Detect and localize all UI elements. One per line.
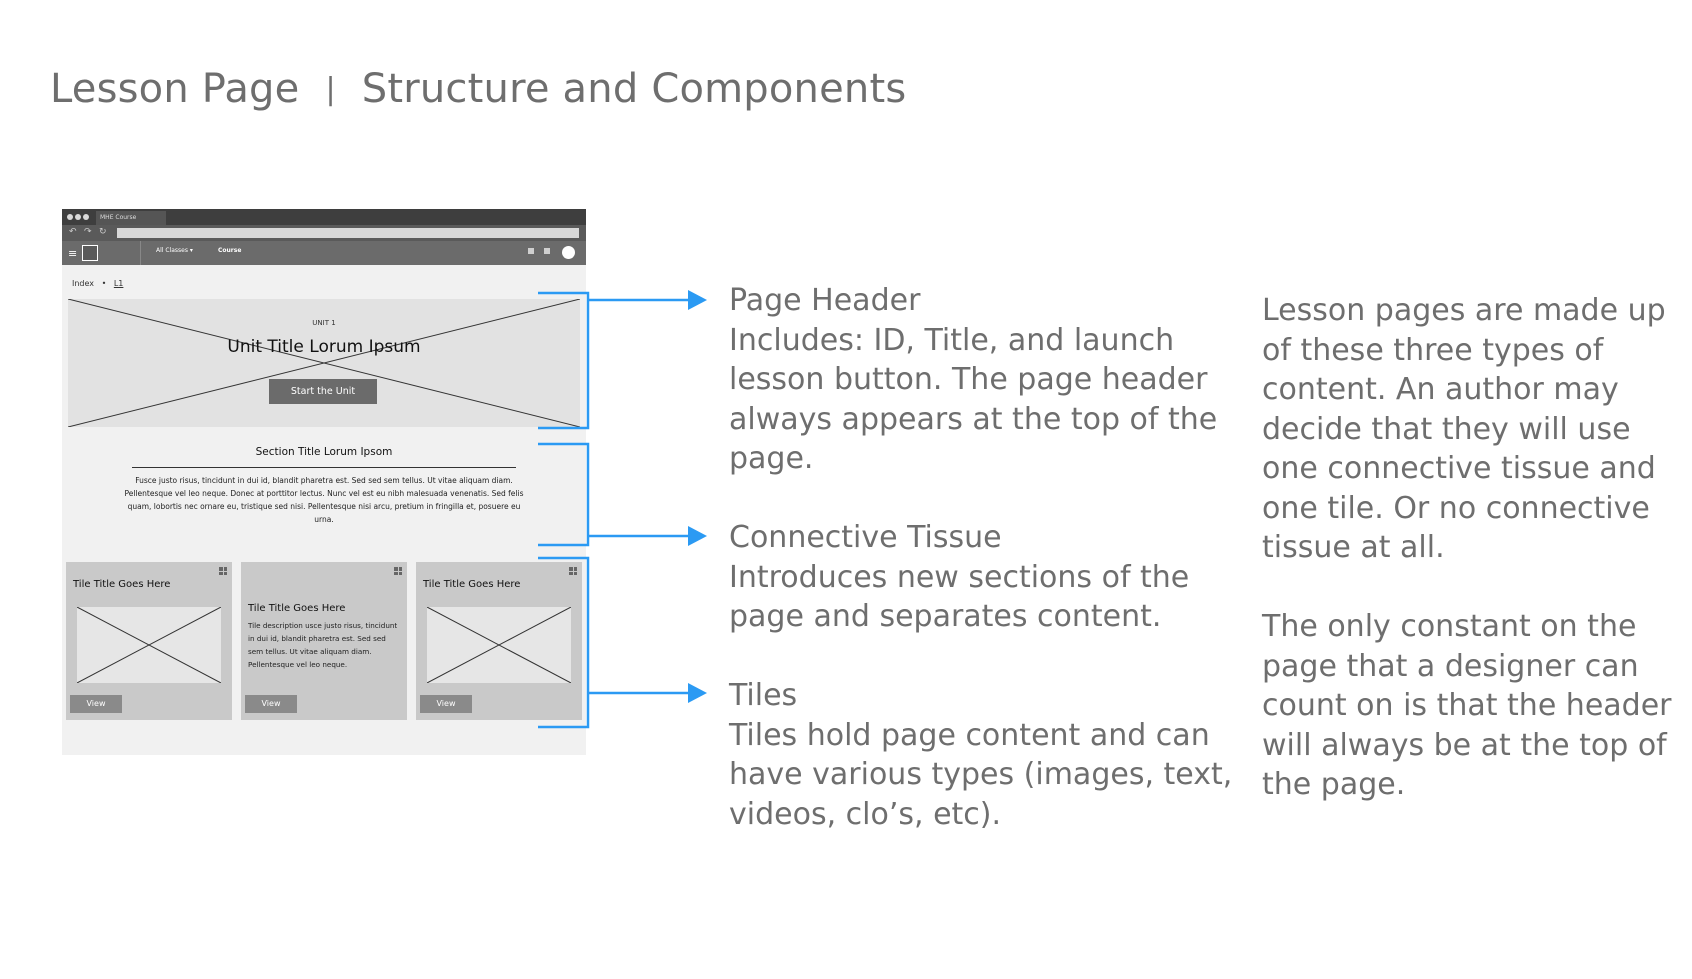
title-separator: | [325, 71, 336, 107]
annotation-body: Includes: ID, Title, and launch lesson button. The page header always appears at the top of the page. [729, 322, 1218, 476]
side-note: Lesson pages are made up of these three types of content. An author may decide that they will use one connective tissue and one tile. Or no connective tissue at all. [1262, 293, 1666, 565]
page-title-left: Lesson Page [50, 66, 300, 112]
tiles-bracket [538, 558, 588, 727]
annotation-connective-tissue [729, 518, 1239, 637]
forward-arrow-icon: ↷ [84, 227, 92, 237]
page-title-right: Structure and Components [361, 66, 907, 112]
connective-tissue-bracket [538, 444, 588, 545]
hamburger-menu-icon: ≡ [68, 247, 78, 260]
unit-title: Unit Title Lorum Ipsum [227, 337, 421, 357]
annotation-heading: Connective Tissue [729, 520, 1002, 555]
section-title: Section Title Lorum Ipsom [255, 446, 393, 458]
breadcrumb-current: L1 [113, 279, 124, 288]
header-bracket [538, 293, 588, 428]
arrow-right-icon [688, 683, 707, 703]
back-arrow-icon: ↶ [69, 227, 77, 237]
view-button: View [420, 695, 472, 713]
section-body: Fusce justo risus, tincidunt in dui id, blandit pharetra est. Sed sed sem tellus. Ut vitae aliquam diam. Pellentesque vel leo neque. Donec at porttitor lectus. Nunc vel est eu nibh malesuada venenatis. Sed felis quam, lobortis nec ornare eu, tristique sed nisi. Pellentesque nisi arcu, pretium in fringilla et, posuere eu urna. [124, 476, 524, 524]
reload-icon: ↻ [99, 227, 107, 237]
annotation-body: Introduces new sections of the page and separates content. [729, 559, 1190, 634]
arrow-right-icon [688, 526, 707, 546]
side-notes [1262, 291, 1682, 805]
annotation-tiles [729, 676, 1239, 834]
tile-title: Tile Title Goes Here [248, 603, 346, 614]
all-classes-dropdown: All Classes ▾ [156, 247, 193, 254]
course-label: Course [218, 247, 242, 254]
breadcrumb-separator: • [101, 279, 107, 288]
annotation-body: Tiles hold page content and can have various types (images, text, videos, clo’s, etc). [729, 717, 1233, 832]
tile-title: Tile Title Goes Here [423, 579, 521, 590]
view-button: View [245, 695, 297, 713]
side-note: The only constant on the page that a designer can count on is that the header will always be at the top of the page. [1262, 609, 1672, 802]
arrow-right-icon [688, 290, 707, 310]
annotation-page-header [729, 281, 1239, 479]
start-unit-button: Start the Unit [269, 379, 377, 404]
browser-tab: MHE Course [96, 211, 166, 225]
tile-description: Tile description usce justo risus, tincidunt in dui id, blandit pharetra est. Sed sed sem tellus. Ut vitae aliquam diam. Pellentesque vel leo neque. [248, 621, 398, 669]
annotation-heading: Tiles [729, 678, 798, 713]
tile-title: Tile Title Goes Here [73, 579, 171, 590]
view-button: View [70, 695, 122, 713]
annotation-heading: Page Header [729, 283, 921, 318]
breadcrumb-index: Index [72, 279, 95, 288]
unit-label: UNIT 1 [312, 319, 336, 327]
